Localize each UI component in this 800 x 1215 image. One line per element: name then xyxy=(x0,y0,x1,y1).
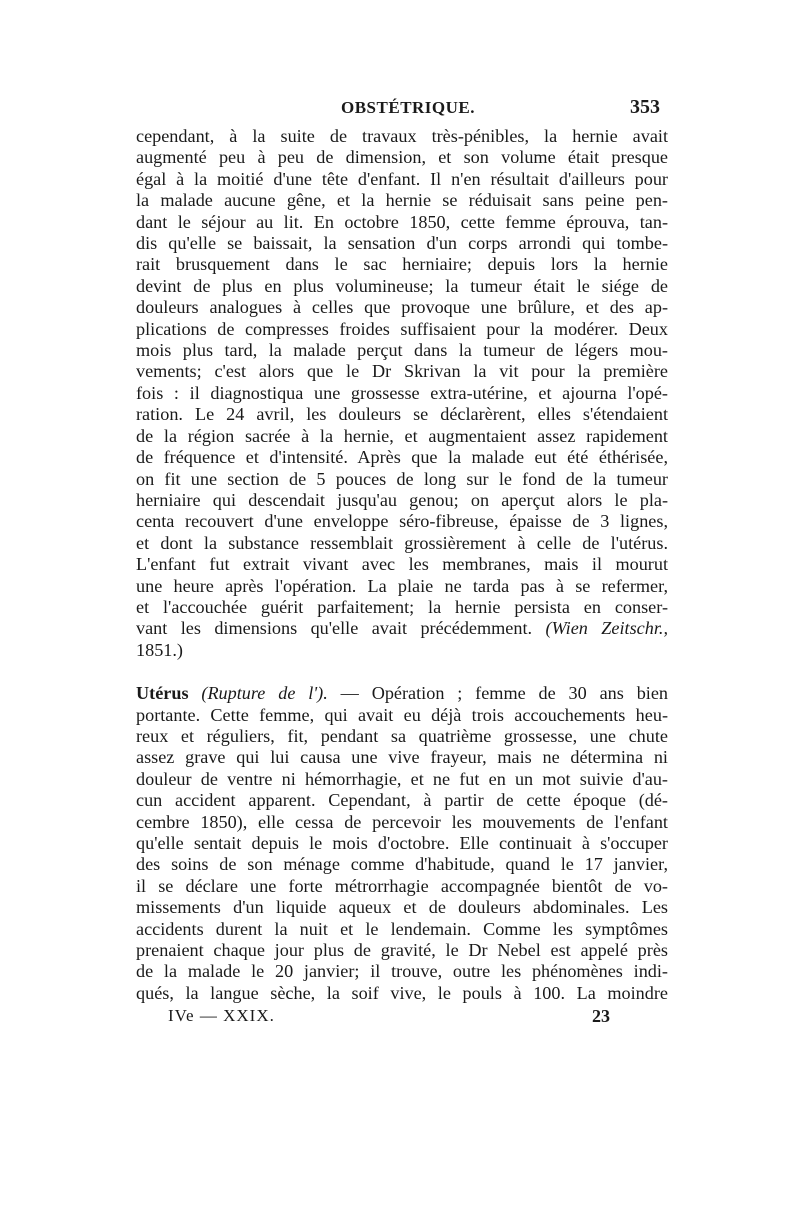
text-line: devint de plus en plus volumineuse; la tumeur était le siége de xyxy=(136,275,668,296)
citation-year: 1851.) xyxy=(136,639,183,660)
text-line: une heure après l'opération. La plaie ne tarda pas à se refermer, xyxy=(136,575,668,596)
text-line: de la région sacrée à la hernie, et augmentaient assez rapidement xyxy=(136,425,668,446)
paragraph-gap xyxy=(136,661,668,683)
text-fragment: — Opération ; femme de 30 ans bien xyxy=(340,683,668,704)
text-line: de la malade le 20 janvier; il trouve, outre les phénomènes indi- xyxy=(136,961,668,982)
text-line: plications de compresses froides suffisaient pour la modérer. Deux xyxy=(136,318,668,339)
text-line: rait brusquement dans le sac herniaire; depuis lors la hernie xyxy=(136,254,668,275)
text-line: douleurs analogues à celles que provoque une brûlure, et des ap- xyxy=(136,297,668,318)
text-line: des soins de son ménage comme d'habitude, quand le 17 janvier, xyxy=(136,854,668,875)
text-line: douleur de ventre ni hémorrhagie, et ne fut en un mot suivie d'au- xyxy=(136,768,668,789)
text-line-with-citation xyxy=(136,618,668,639)
text-line: égal à la moitié d'une tête d'enfant. Il n'en résultait d'ailleurs pour xyxy=(136,168,668,189)
text-line: cembre 1850), elle cessa de percevoir les mouvements de l'enfant xyxy=(136,811,668,832)
page-number: 353 xyxy=(630,96,660,118)
text-line: accidents durent la nuit et le lendemain. Comme les symptômes xyxy=(136,918,668,939)
text-line: prenaient chaque jour plus de gravité, le Dr Nebel est appelé près xyxy=(136,940,668,961)
text-line: on fit une section de 5 pouces de long sur le fond de la tumeur xyxy=(136,468,668,489)
text-line: de fréquence et d'intensité. Après que la malade eut été éthérisée, xyxy=(136,447,668,468)
text-line: mois plus tard, la malade perçut dans la tumeur de légers mou- xyxy=(136,340,668,361)
text-line: herniaire qui descendait jusqu'au genou; on aperçut alors le pla- xyxy=(136,489,668,510)
paragraph-uterus xyxy=(136,683,668,1004)
text-line: fois : il diagnostiqua une grossesse extra-utérine, et ajourna l'opé- xyxy=(136,382,668,403)
signature-mark: IVe — XXIX. xyxy=(168,1006,275,1026)
text-line: il se déclare une forte métrorrhagie accompagnée bientôt de vo- xyxy=(136,875,668,896)
section-heading-line xyxy=(136,683,668,704)
text-line: assez grave qui lui causa une vive frayeur, mais ne détermina ni xyxy=(136,747,668,768)
text-line: et dont la substance ressemblait grossièrement à celle de l'utérus. xyxy=(136,532,668,553)
text-line: ration. Le 24 avril, les douleurs se déclarèrent, elles s'étendaient xyxy=(136,404,668,425)
sheet-number: 23 xyxy=(592,1006,610,1027)
running-title: OBSTÉTRIQUE. xyxy=(341,98,476,117)
text-line: cun accident apparent. Cependant, à partir de cette époque (dé- xyxy=(136,790,668,811)
text-line: cependant, à la suite de travaux très-pénibles, la hernie avait xyxy=(136,126,668,146)
text-line: qués, la langue sèche, la soif vive, le pouls à 100. La moindre xyxy=(136,982,668,1003)
text-line: portante. Cette femme, qui avait eu déjà trois accouchements heu- xyxy=(136,704,668,725)
text-line: augmenté peu à peu de dimension, et son volume était presque xyxy=(136,147,668,168)
text-line: vements; c'est alors que le Dr Skrivan la vit pour la première xyxy=(136,361,668,382)
text-fragment: vant les dimensions qu'elle avait précédemment. xyxy=(136,618,533,639)
text-line: dis qu'elle se baissait, la sensation d'un corps arrondi qui tombe- xyxy=(136,233,668,254)
text-line: reux et réguliers, fit, pendant sa quatrième grossesse, une chute xyxy=(136,725,668,746)
body-text xyxy=(136,126,668,1004)
text-line: la malade aucune gêne, et la hernie se réduisait sans peine pen- xyxy=(136,190,668,211)
text-line: centa recouvert d'une enveloppe séro-fibreuse, épaisse de 3 lignes, xyxy=(136,511,668,532)
section-subheading: (Rupture de l'). xyxy=(201,683,328,704)
section-heading: Utérus xyxy=(136,683,189,704)
book-page xyxy=(136,96,668,1032)
paragraph-hernie xyxy=(136,126,668,661)
page-footer xyxy=(136,1006,668,1032)
journal-citation: (Wien Zeitschr., xyxy=(545,618,668,639)
text-line: dant le séjour au lit. En octobre 1850, cette femme éprouva, tan- xyxy=(136,211,668,232)
text-line: L'enfant fut extrait vivant avec les membranes, mais il mourut xyxy=(136,554,668,575)
text-line: qu'elle sentait depuis le mois d'octobre. Elle continuait à s'occuper xyxy=(136,833,668,853)
text-line: missements d'un liquide aqueux et de douleurs abdominales. Les xyxy=(136,897,668,918)
running-head xyxy=(136,96,668,126)
text-line: et l'accouchée guérit parfaitement; la hernie persista en conser- xyxy=(136,596,668,617)
